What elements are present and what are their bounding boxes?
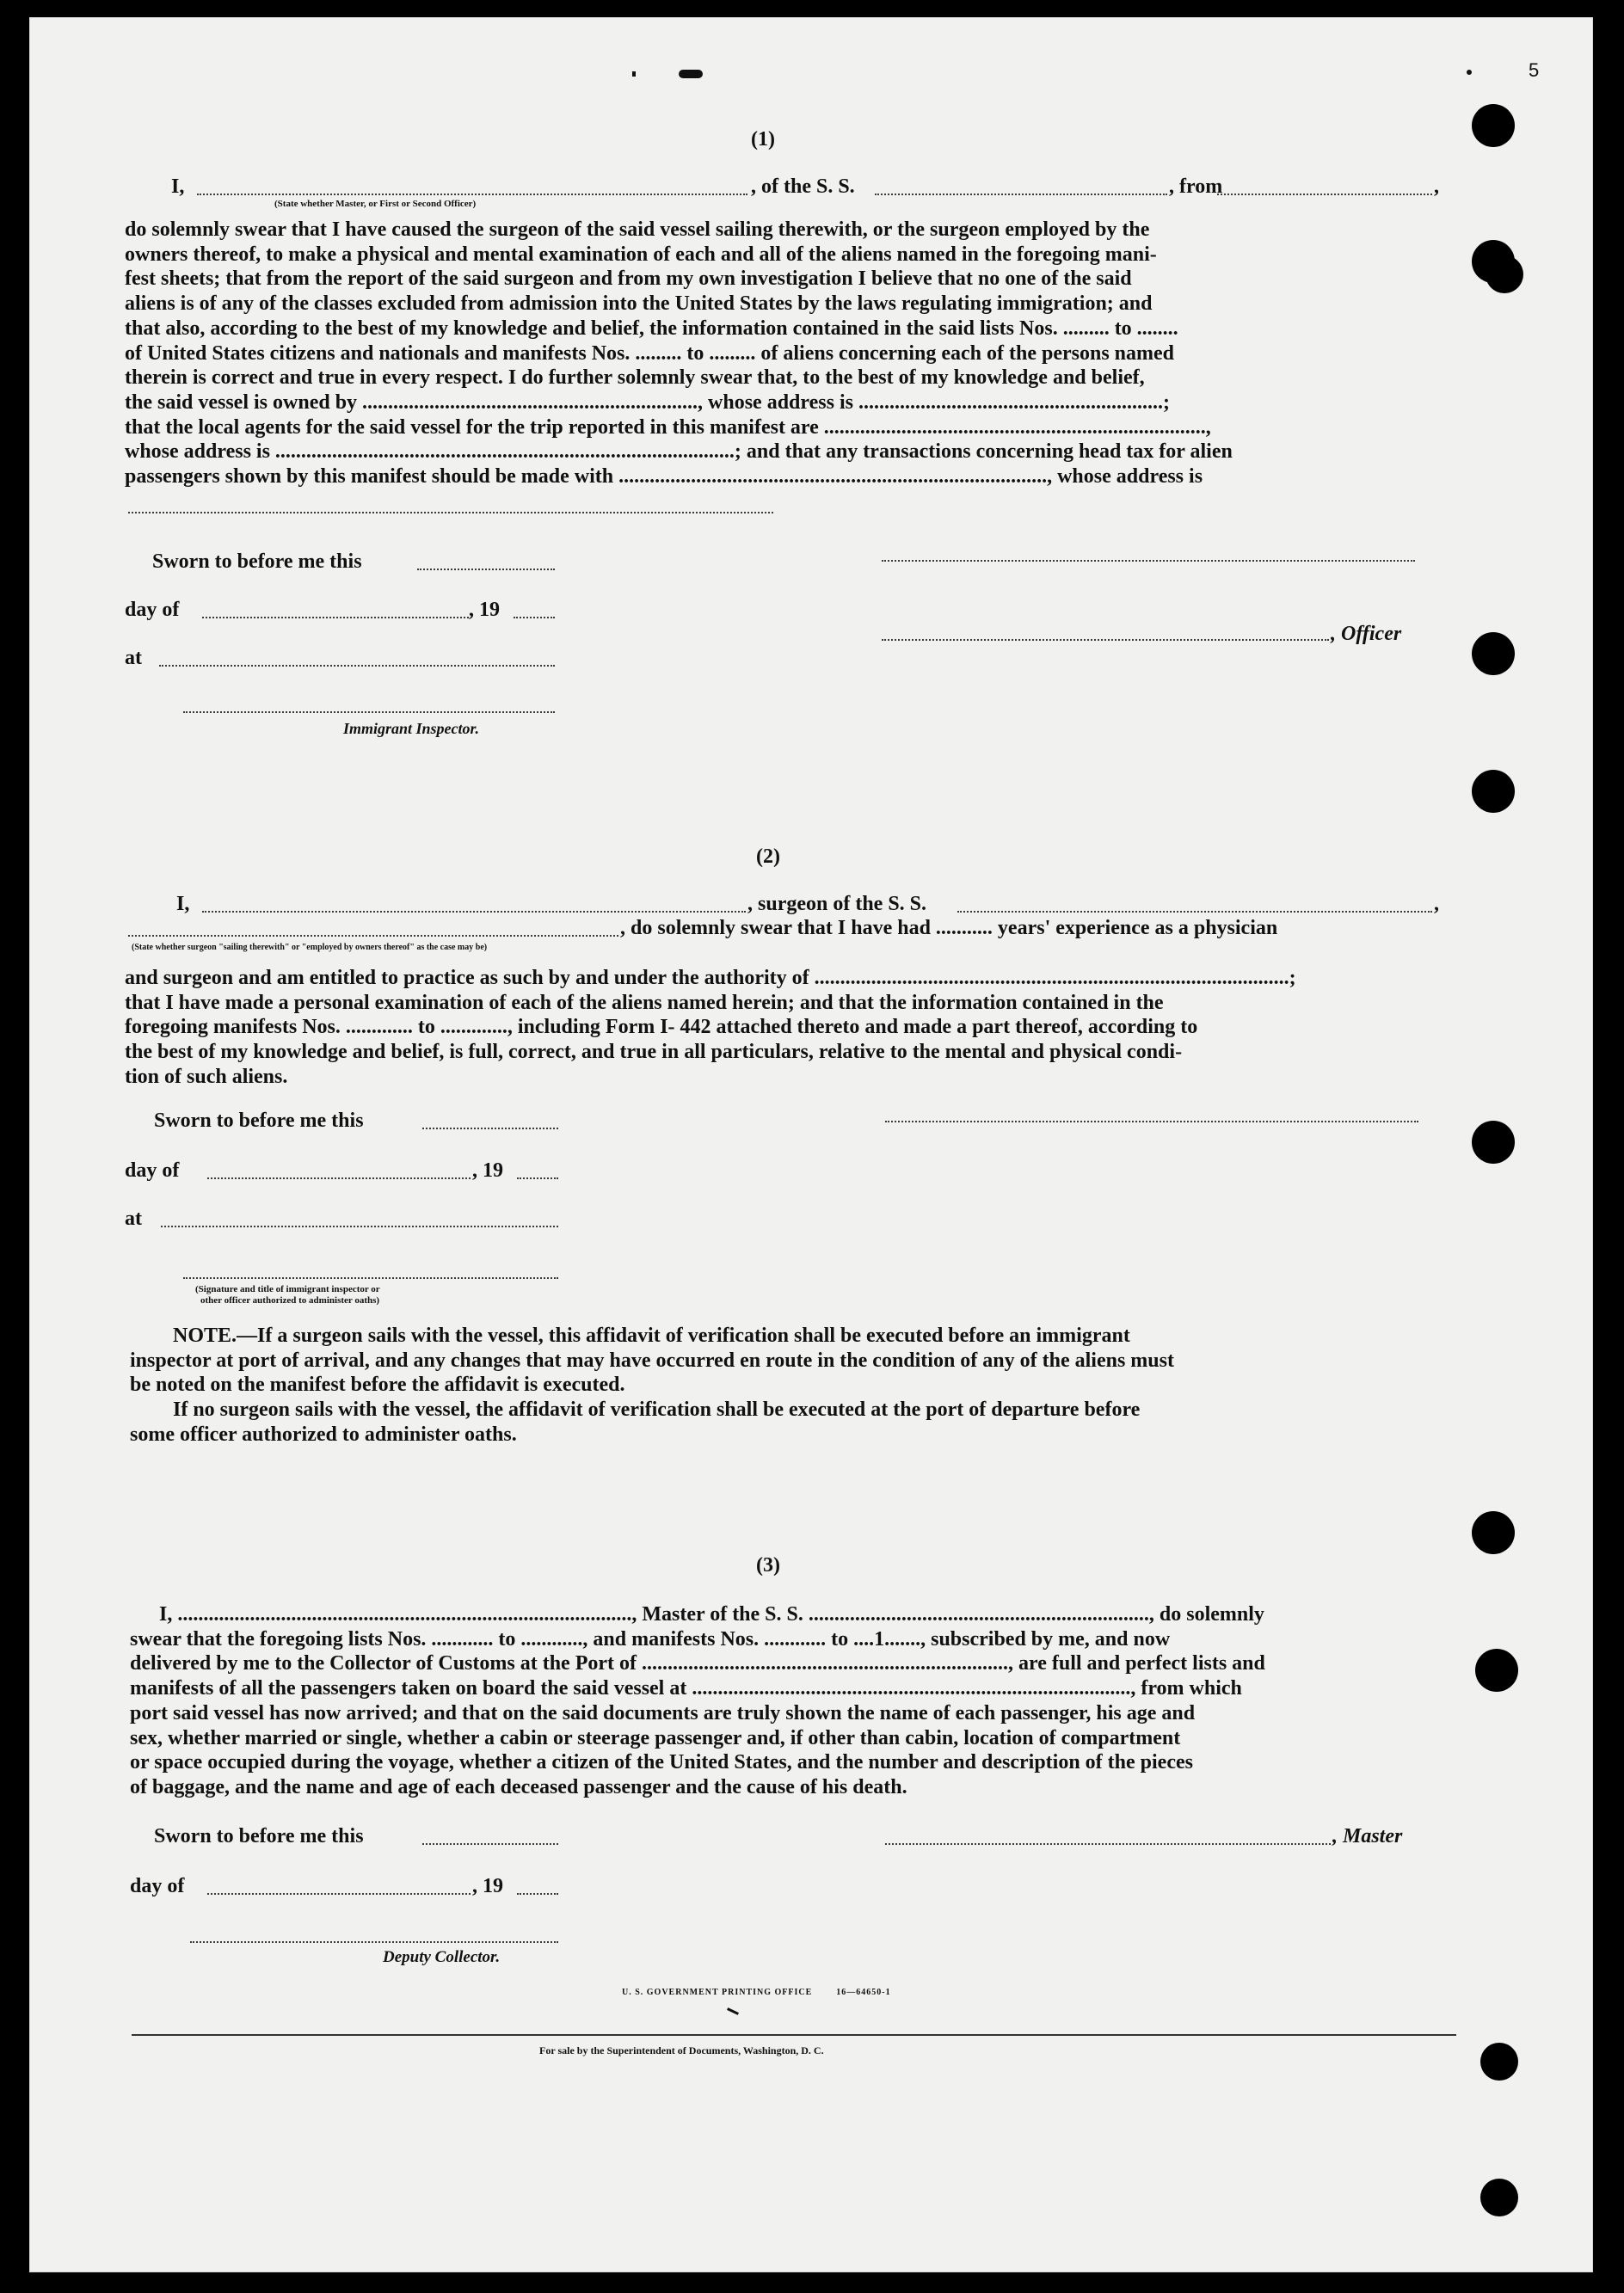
master-signature-field[interactable]	[885, 1843, 1331, 1845]
from-port-field[interactable]	[1217, 194, 1432, 195]
section-2-at: at	[125, 1208, 142, 1230]
section-1-of-ss: , of the S. S.	[751, 175, 855, 198]
section-2-day-of: day of	[125, 1159, 180, 1182]
punch-hole	[1475, 1649, 1518, 1692]
note-line: be noted on the manifest before the affidavit is executed.	[130, 1374, 625, 1397]
section-3-sworn-date-field[interactable]	[422, 1843, 558, 1845]
note-line: some officer authorized to administer oaths.	[130, 1423, 517, 1446]
section-1-year-field[interactable]	[514, 617, 555, 618]
section-1-sworn: Sworn to before me this	[152, 550, 362, 573]
paragraph-line: that the local agents for the said vessel for the trip reported in this manifest are ..........................................................................,	[125, 415, 1211, 439]
vessel-name-field-1[interactable]	[875, 194, 1167, 195]
note-line: If no surgeon sails with the vessel, the affidavit of verification shall be executed at the port of departure before	[173, 1399, 1141, 1422]
section-2-year: , 19	[472, 1159, 503, 1182]
section-2-sworn: Sworn to before me this	[154, 1110, 364, 1132]
section-1-comma: ,	[1434, 175, 1439, 198]
section-1-paragraph	[125, 218, 1449, 489]
deputy-collector-label: Deputy Collector.	[383, 1948, 501, 1966]
punch-hole	[1486, 255, 1523, 293]
paragraph-line: passengers shown by this manifest should be made with ..................................................................................., whose address is	[125, 465, 1203, 489]
paragraph-line: or space occupied during the voyage, whether a citizen of the United States, and the number and description of the pieces	[130, 1751, 1193, 1774]
inspector-signature-field[interactable]	[183, 711, 555, 713]
paragraph-line: that I have made a personal examination of each of the aliens named herein; and that the information contained in the	[125, 991, 1164, 1014]
section-1-at: at	[125, 647, 142, 669]
section-1-place-field[interactable]	[159, 665, 555, 667]
section-3-month-field[interactable]	[207, 1893, 471, 1895]
section-3-number: (3)	[756, 1554, 780, 1577]
paragraph-line: swear that the foregoing lists Nos. ............ to ............, and manifests Nos. ............ to ....1......., subscribed by me, and now	[130, 1627, 1171, 1651]
ink-smudge	[679, 70, 703, 78]
ink-smudge	[727, 2007, 739, 2015]
section-2-number: (2)	[756, 845, 780, 868]
signature-note-2: other officer authorized to administer oaths)	[200, 1295, 380, 1306]
paragraph-line: delivered by me to the Collector of Customs at the Port of ......................................................................., are full and perfect lists and	[130, 1652, 1265, 1675]
paragraph-line: manifests of all the passengers taken on board the said vessel at ....................................................................................., from which	[130, 1677, 1242, 1700]
punch-hole	[1472, 770, 1515, 813]
paragraph-line: the said vessel is owned by ................................................................., whose address is ...........................................................;	[125, 390, 1170, 414]
section-3-sworn: Sworn to before me this	[154, 1825, 364, 1847]
section-1-month-field[interactable]	[202, 617, 469, 618]
note-line: inspector at port of arrival, and any changes that may have occurred en route in the condition of any of the aliens must	[130, 1349, 1174, 1372]
section-1-day-of: day of	[125, 599, 180, 621]
section-2-i: I,	[176, 893, 190, 915]
agent-address-field[interactable]	[128, 512, 773, 513]
printing-office-imprint: U. S. GOVERNMENT PRINTING OFFICE 16—64650-1	[622, 1988, 891, 1997]
officer-label: , Officer	[1331, 623, 1402, 645]
inspector-signature-field-2[interactable]	[183, 1277, 558, 1279]
paragraph-line: sex, whether married or single, whether a cabin or steerage passenger and, if other than cabin, location of compartment	[130, 1726, 1181, 1749]
paragraph-line: tion of such aliens.	[125, 1065, 288, 1088]
section-2-year-field[interactable]	[517, 1177, 558, 1179]
section-2-sworn-date-field[interactable]	[422, 1128, 558, 1129]
section-2-line-2: , do solemnly swear that I have had ........... years' experience as a physician	[620, 917, 1278, 939]
vessel-name-field-2[interactable]	[957, 911, 1432, 913]
paragraph-line: port said vessel has now arrived; and that on the said documents are truly shown the name of each passenger, his age and	[130, 1701, 1196, 1724]
paragraph-line: of baggage, and the name and age of each deceased passenger and the cause of his death.	[130, 1775, 907, 1798]
paragraph-line: I, ........................................................................................, Master of the S. S. .................................................................., do solemnly	[159, 1603, 1264, 1626]
paragraph-line: fest sheets; that from the report of the said surgeon and from my own investigation I believe that no one of the said	[125, 267, 1132, 291]
section-2-note	[130, 1324, 1456, 1448]
master-label: , Master	[1332, 1825, 1403, 1847]
section-3-year-field[interactable]	[517, 1893, 558, 1895]
punch-hole	[1472, 1511, 1515, 1554]
paragraph-line: aliens is of any of the classes excluded from admission into the United States by the laws regulating immigration; and	[125, 292, 1153, 316]
officer-title-field[interactable]	[882, 639, 1329, 641]
note-line: NOTE.—If a surgeon sails with the vessel, this affidavit of verification shall be executed before an immigrant	[173, 1325, 1130, 1347]
paragraph-line: owners thereof, to make a physical and mental examination of each and all of the aliens named in the foregoing mani-	[125, 243, 1157, 266]
footer-text: For sale by the Superintendent of Documents, Washington, D. C.	[539, 2044, 824, 2056]
punch-hole	[1472, 104, 1515, 147]
punch-hole	[1480, 2043, 1518, 2081]
surgeon-name-field[interactable]	[202, 911, 746, 913]
ink-smudge	[632, 71, 636, 77]
deputy-signature-field[interactable]	[190, 1941, 558, 1943]
paragraph-line: that also, according to the best of my knowledge and belief, the information contained in the said lists Nos. ......... to ........	[125, 317, 1178, 340]
manifest-affidavit-page	[29, 17, 1593, 2272]
section-1-i: I,	[171, 175, 185, 198]
section-2-month-field[interactable]	[207, 1177, 471, 1179]
punch-hole	[1472, 632, 1515, 675]
footer-rule	[132, 2034, 1456, 2036]
surgeon-signature-field[interactable]	[885, 1121, 1418, 1122]
section-3-year: , 19	[472, 1875, 503, 1897]
section-2-place-field[interactable]	[161, 1226, 558, 1227]
punch-hole	[1472, 1121, 1515, 1164]
section-1-sworn-date-field[interactable]	[417, 569, 555, 570]
officer-note: (State whether Master, or First or Second Officer)	[274, 199, 477, 209]
officer-name-field[interactable]	[197, 194, 747, 195]
section-1-from: , from	[1169, 175, 1223, 198]
paragraph-line: therein is correct and true in every respect. I do further solemnly swear that, to the best of my knowledge and belief,	[125, 366, 1145, 390]
section-2-paragraph	[125, 966, 1456, 1090]
immigrant-inspector-label: Immigrant Inspector.	[343, 720, 480, 737]
paragraph-line: of United States citizens and nationals and manifests Nos. ......... to ......... of aliens concerning each of the persons named	[125, 341, 1175, 365]
officer-signature-field[interactable]	[882, 560, 1415, 562]
section-1-year: , 19	[469, 599, 500, 621]
section-2-surgeon-of-ss: , surgeon of the S. S.	[747, 893, 927, 915]
paragraph-line: the best of my knowledge and belief, is full, correct, and true in all particulars, relative to the mental and physical condi-	[125, 1041, 1183, 1064]
section-1-number: (1)	[751, 128, 775, 151]
ink-smudge	[1467, 70, 1472, 75]
paragraph-line: do solemnly swear that I have caused the surgeon of the said vessel sailing therewith, or the surgeon employed by the	[125, 218, 1150, 241]
paragraph-line: whose address is .........................................................................................; and that any transactions concerning head tax for alien	[125, 440, 1233, 464]
section-2-comma: ,	[1434, 893, 1439, 915]
paragraph-line: foregoing manifests Nos. ............. to ............., including Form I- 442 attached thereto and made a part thereof, according to	[125, 1016, 1198, 1039]
punch-hole	[1480, 2179, 1518, 2216]
paragraph-line: and surgeon and am entitled to practice as such by and under the authority of ............................................................................................;	[125, 967, 1296, 989]
page-corner-number: 5	[1529, 59, 1540, 81]
signature-note-1: (Signature and title of immigrant inspector or	[195, 1284, 380, 1294]
section-3-day-of: day of	[130, 1875, 185, 1897]
surgeon-status-field[interactable]	[128, 935, 618, 937]
surgeon-note: (State whether surgeon "sailing therewith" or "employed by owners thereof" as the case may be)	[132, 943, 488, 952]
section-3-paragraph	[130, 1602, 1456, 1800]
